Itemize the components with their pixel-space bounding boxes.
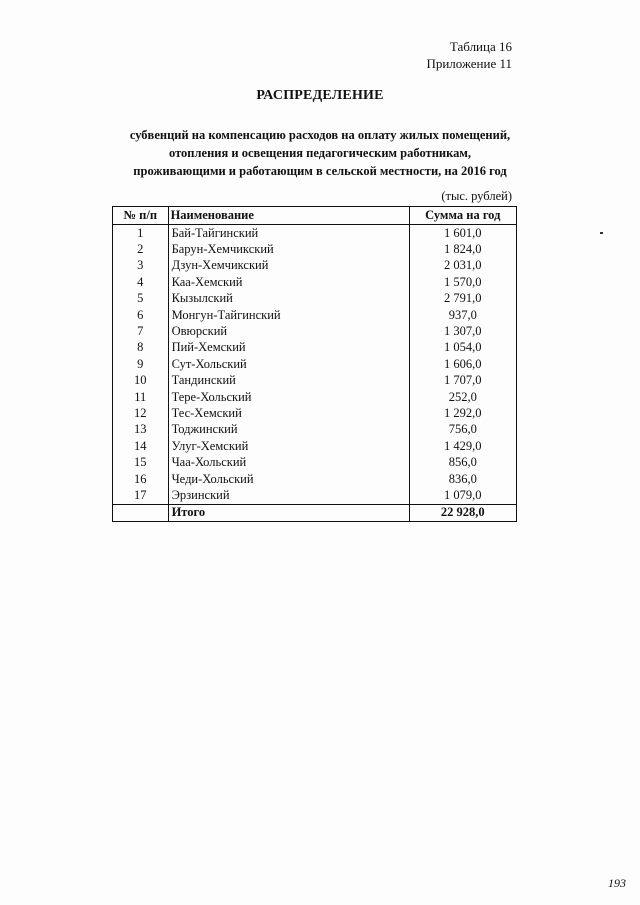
table-row: [113, 389, 517, 405]
row-sum: 1 307,0: [409, 323, 516, 339]
row-number: 7: [113, 323, 169, 339]
row-number: 5: [113, 291, 169, 307]
row-name: Кызылский: [168, 291, 409, 307]
total-label: Итого: [168, 504, 409, 521]
appendix-label: Приложение 11: [426, 56, 512, 71]
column-header-name: Наименование: [168, 207, 409, 225]
table-row: [113, 454, 517, 470]
row-sum: 1 824,0: [409, 241, 516, 257]
row-number: 2: [113, 241, 169, 257]
row-number: 16: [113, 471, 169, 487]
scan-speck: [600, 232, 603, 234]
column-header-sum: Сумма на год: [409, 207, 516, 225]
row-number: 11: [113, 389, 169, 405]
column-header-number: № п/п: [113, 207, 169, 225]
row-sum: 937,0: [409, 307, 516, 323]
table-row: [113, 471, 517, 487]
row-number: 6: [113, 307, 169, 323]
row-sum: 1 601,0: [409, 225, 516, 242]
row-sum: 756,0: [409, 422, 516, 438]
distribution-table: [112, 206, 517, 522]
row-sum: 1 079,0: [409, 487, 516, 504]
subtitle-line: субвенций на компенсацию расходов на оплату жилых помещений,: [129, 128, 511, 142]
row-sum: 856,0: [409, 454, 516, 470]
table-row: [113, 487, 517, 504]
total-number-cell: [113, 504, 169, 521]
row-number: 3: [113, 258, 169, 274]
row-name: Чаа-Хольский: [168, 454, 409, 470]
row-sum: 836,0: [409, 471, 516, 487]
row-number: 17: [113, 487, 169, 504]
row-sum: 2 791,0: [409, 291, 516, 307]
row-name: Монгун-Тайгинский: [168, 307, 409, 323]
row-sum: 1 707,0: [409, 373, 516, 389]
row-name: Эрзинский: [168, 487, 409, 504]
row-sum: 2 031,0: [409, 258, 516, 274]
table-row: [113, 405, 517, 421]
row-number: 10: [113, 373, 169, 389]
row-sum: 1 606,0: [409, 356, 516, 372]
row-number: 9: [113, 356, 169, 372]
table-row: [113, 373, 517, 389]
row-number: 13: [113, 422, 169, 438]
row-name: Тере-Хольский: [168, 389, 409, 405]
subtitle-line: отопления и освещения педагогическим работникам,: [169, 146, 471, 160]
total-row: [113, 504, 517, 521]
table-number: Таблица 16: [449, 39, 512, 54]
row-name: Тес-Хемский: [168, 405, 409, 421]
table-row: [113, 307, 517, 323]
row-name: Бай-Тайгинский: [168, 225, 409, 242]
total-value: 22 928,0: [409, 504, 516, 521]
row-name: Барун-Хемчикский: [168, 241, 409, 257]
table-row: [113, 340, 517, 356]
row-number: 12: [113, 405, 169, 421]
row-name: Тоджинский: [168, 422, 409, 438]
row-number: 14: [113, 438, 169, 454]
row-number: 8: [113, 340, 169, 356]
table-row: [113, 291, 517, 307]
table-header-row: [113, 207, 517, 225]
row-number: 15: [113, 454, 169, 470]
table-row: [113, 225, 517, 242]
table-row: [113, 274, 517, 290]
table-row: [113, 323, 517, 339]
table-row: [113, 422, 517, 438]
table-row: [113, 241, 517, 257]
row-sum: 1 054,0: [409, 340, 516, 356]
units-label: (тыс. рублей): [441, 189, 512, 203]
row-name: Каа-Хемский: [168, 274, 409, 290]
row-name: Тандинский: [168, 373, 409, 389]
row-number: 1: [113, 225, 169, 242]
row-number: 4: [113, 274, 169, 290]
document-title: РАСПРЕДЕЛЕНИЕ: [256, 88, 384, 103]
table-row: [113, 258, 517, 274]
page-number: 193: [608, 876, 626, 890]
row-name: Пий-Хемский: [168, 340, 409, 356]
row-sum: 1 570,0: [409, 274, 516, 290]
row-name: Улуг-Хемский: [168, 438, 409, 454]
table-row: [113, 356, 517, 372]
document-subtitle: [90, 126, 550, 180]
row-sum: 252,0: [409, 389, 516, 405]
row-sum: 1 429,0: [409, 438, 516, 454]
row-sum: 1 292,0: [409, 405, 516, 421]
table-row: [113, 438, 517, 454]
subtitle-line: проживающими и работающим в сельской местности, на 2016 год: [133, 164, 507, 178]
row-name: Чеди-Хольский: [168, 471, 409, 487]
row-name: Дзун-Хемчикский: [168, 258, 409, 274]
row-name: Сут-Хольский: [168, 356, 409, 372]
row-name: Овюрский: [168, 323, 409, 339]
